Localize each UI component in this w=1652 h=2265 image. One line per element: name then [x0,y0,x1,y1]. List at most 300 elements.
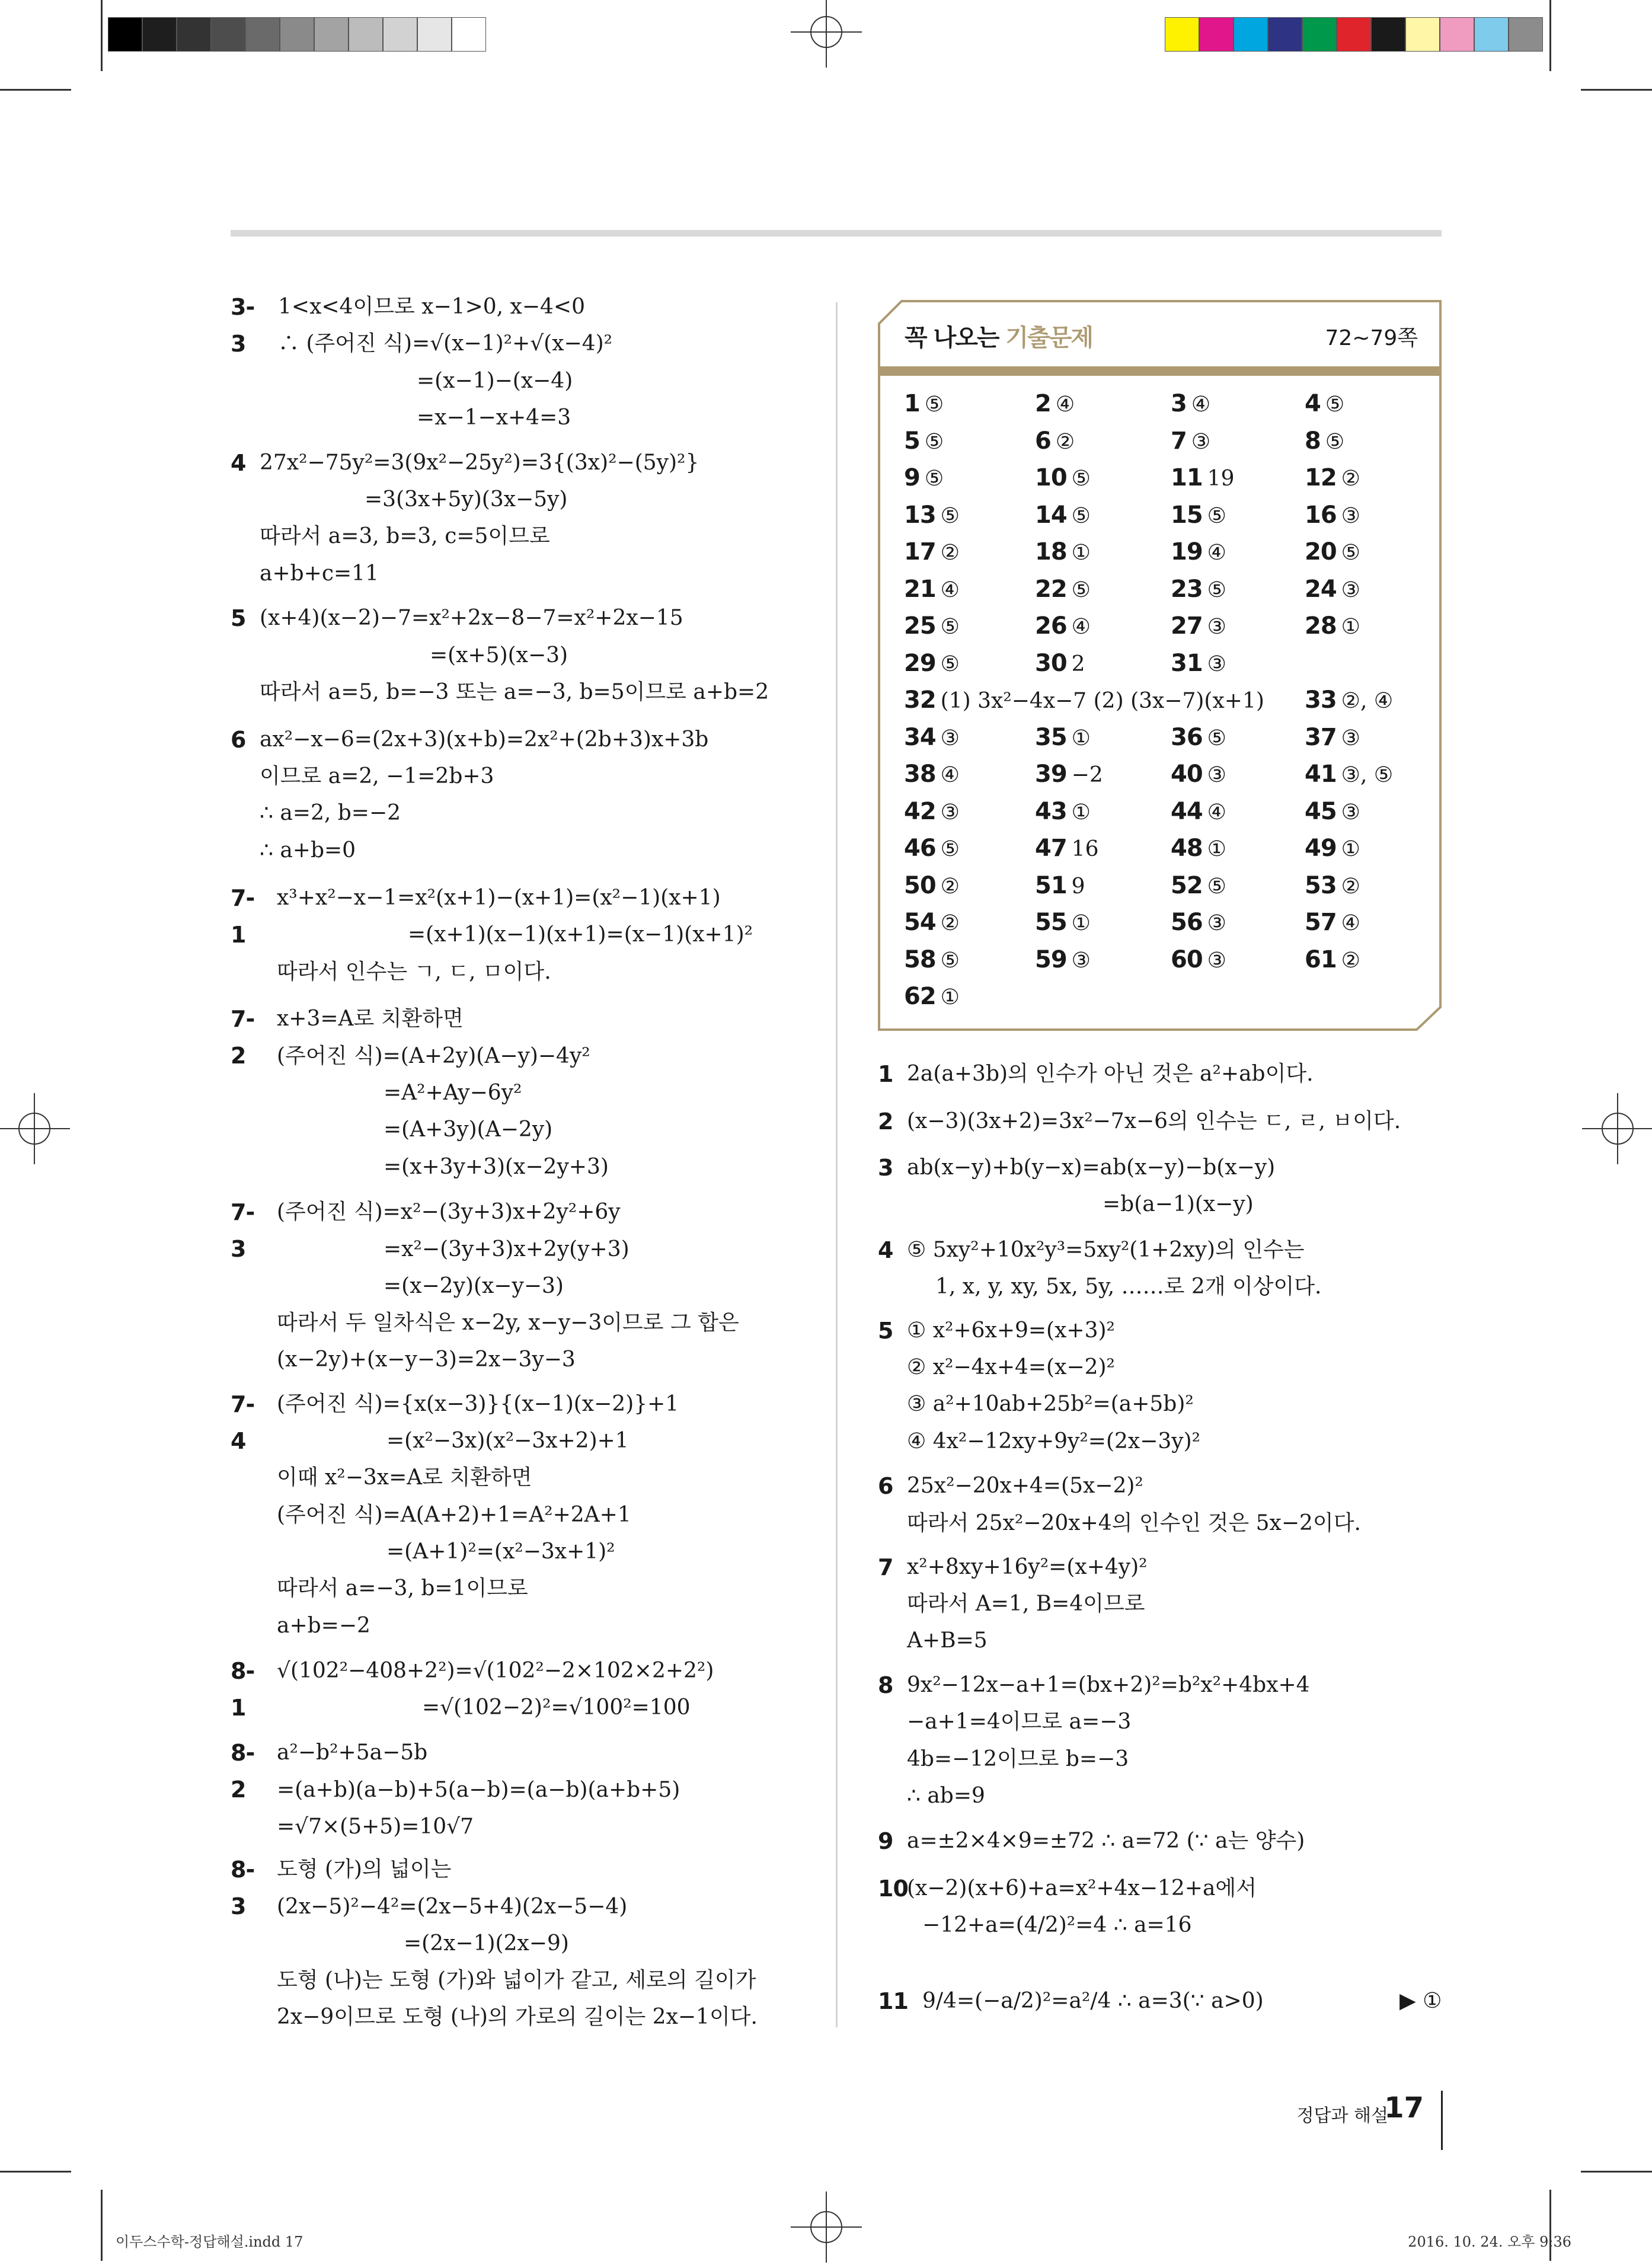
solution-line: (주어진 식)=(A+2y)(A−y)−4y² [277,1043,590,1068]
solution-line: ∴ a=2, b=−2 [260,801,401,826]
answer-number: 18 [1035,538,1067,566]
answer-value: ① [1071,800,1091,825]
answer-item [1171,645,1226,683]
answer-number: 60 [1171,945,1203,973]
answer-value: ④ [1207,800,1226,825]
answer-item [1171,793,1226,831]
answer-number: 10 [1035,464,1067,491]
solution-line: −a+1=4이므로 a=−3 [907,1710,1132,1734]
answer-number: 59 [1035,945,1067,973]
solution-line: =√(102−2)²=√100²=100 [422,1695,691,1720]
solution-line: A+B=5 [907,1628,988,1653]
answer-number: 19 [1171,538,1203,566]
answer-item [904,719,960,757]
final-answer: ▶ ① [1399,1988,1442,2013]
crop-mark [0,89,71,91]
answer-number: 49 [1305,835,1337,862]
solution-line: 9/4=(−a/2)²=a²/4 ∴ a=3(∵ a>0) [922,1988,1264,2013]
answer-item [1305,682,1393,720]
solution-line: =(x−1)−(x−4) [417,368,573,393]
answer-value: ③ [1207,763,1226,787]
footer-label: 정답과 해설 [1296,2106,1388,2126]
solution-line: =(A+1)²=(x²−3x+1)² [386,1539,615,1564]
solution-line: √(102²−408+2²)=√(102²−2×102×2+2²) [277,1658,714,1683]
swatch-gray [245,17,280,52]
swatch-color [1302,17,1337,52]
solution-line: 1<x<4이므로 x−1>0, x−4<0 [278,295,585,320]
answer-number: 52 [1171,871,1203,899]
solution-line: x+3=A로 치환하면 [277,1007,464,1031]
crop-mark [101,0,103,71]
answer-number: 23 [1171,575,1203,603]
solution-line: (x−2)(x+6)+a=x²+4x−12+a에서 [907,1876,1257,1900]
answer-item [1035,756,1103,794]
answer-item [1305,867,1360,905]
answer-value: ⑤ [924,467,944,491]
solution-line: ④ 4x²−12xy+9y²=(2x−3y)² [907,1429,1201,1453]
answer-item [904,608,960,646]
answer-number: 55 [1035,909,1067,936]
answer-value: ⑤ [1341,541,1360,565]
answer-value: ③ [1341,577,1360,602]
answer-number: 56 [1171,909,1203,936]
answer-value: ③ [1207,615,1226,639]
answer-number: 28 [1305,612,1337,640]
column-divider [836,302,838,2027]
answer-number: 50 [904,871,936,899]
item-number: 1 [878,1060,893,1087]
slug-timestamp: 2016. 10. 24. 오후 9:36 [1408,2234,1571,2250]
answer-number: 47 [1035,835,1067,862]
answer-item [904,941,960,979]
item-number: 8-1 [231,1657,255,1721]
answer-value: ④ [940,577,960,602]
answer-item [1305,719,1360,757]
item-number: 8-2 [231,1740,255,1803]
swatch-color [1199,17,1234,52]
solution-line: 따라서 a=5, b=−3 또는 a=−3, b=5이므로 a+b=2 [260,679,769,704]
item-number: 7-1 [231,885,255,948]
registration-target-icon [791,2191,862,2263]
item-number: 3-3 [231,294,255,357]
swatch-color [1165,17,1199,52]
answer-item [1035,830,1098,868]
solution-line: =x−1−x+4=3 [417,405,571,430]
answer-value: ③ [940,800,960,825]
solution-line: 도형 (나)는 도형 (가)와 넓이가 같고, 세로의 길이가 [277,1968,756,1993]
answer-value: ⑤ [1325,429,1345,454]
solution-line: 4b=−12이므로 b=−3 [907,1746,1129,1771]
answer-item [1035,867,1085,905]
registration-target-icon [0,1093,70,1164]
answer-number: 37 [1305,723,1337,751]
item-number: 6 [878,1473,893,1500]
swatch-gray [142,17,177,52]
answer-value: ③ [1207,948,1226,973]
solution-line: =(x+1)(x−1)(x+1)=(x−1)(x+1)² [408,922,753,947]
answer-item [904,793,960,831]
answer-number: 6 [1035,427,1051,455]
solution-line: =(x²−3x)(x²−3x+2)+1 [386,1429,629,1453]
answer-number: 17 [904,538,936,566]
answer-value: ④ [1055,392,1075,417]
answer-number: 35 [1035,723,1067,751]
slug-filename: 이두스수학-정답해설.indd 17 [116,2234,303,2250]
solution-line: =b(a−1)(x−y) [1103,1192,1254,1217]
answer-item [1171,830,1226,868]
answer-number: 38 [904,761,936,788]
answer-value: ① [1341,837,1360,861]
registration-target-icon [791,0,862,68]
swatch-gray [349,17,383,52]
item-number: 8-3 [231,1857,255,1920]
swatch-gray [417,17,452,52]
answer-item [1171,941,1226,979]
item-number: 7-3 [231,1199,255,1263]
swatch-color [1337,17,1371,52]
solution-line: (주어진 식)=x²−(3y+3)x+2y²+6y [277,1200,621,1225]
answer-value: 16 [1071,837,1099,861]
answer-number: 58 [904,945,936,973]
answer-value: ③ [1191,429,1211,454]
swatch-color [1474,17,1509,52]
solution-line: x²+8xy+16y²=(x+4y)² [907,1554,1148,1579]
answer-item [1305,423,1344,461]
answer-item [1035,497,1091,535]
answer-item [1171,533,1226,571]
answer-item [1035,941,1091,979]
solution-line: =(x−2y)(x−y−3) [384,1273,564,1298]
solution-line: ∴ ab=9 [907,1783,985,1808]
answer-number: 53 [1305,871,1337,899]
answer-number: 8 [1305,427,1321,455]
solution-line: 도형 (가)의 넓이는 [277,1857,452,1882]
answer-item [1305,459,1360,497]
solution-line: 27x²−75y²=3(9x²−25y²)=3{(3x)²−(5y)²} [260,450,699,475]
answer-number: 43 [1035,797,1067,825]
answer-number: 57 [1305,909,1337,936]
answer-value: ③ [1341,503,1360,528]
solution-line: 1, x, y, xy, 5x, 5y, ……로 2개 이상이다. [935,1274,1322,1299]
solution-line: =(x+3y+3)(x−2y+3) [384,1154,609,1179]
page-range: 72∼79쪽 [1325,326,1418,350]
answer-value: ② [940,911,960,935]
answer-value: 9 [1071,874,1085,899]
answer-number: 36 [1171,723,1203,751]
answer-value: ⑤ [1071,503,1091,528]
answer-value: ① [1341,615,1360,639]
solution-line: 따라서 두 일차식은 x−2y, x−y−3이므로 그 합은 [277,1311,739,1336]
answer-value: ⑤ [1207,503,1226,528]
answer-value: ⑤ [1325,392,1345,417]
answer-number: 24 [1305,575,1337,603]
answer-value: ① [1207,837,1226,861]
swatch-gray [211,17,245,52]
solution-line: x³+x²−x−1=x²(x+1)−(x+1)=(x²−1)(x+1) [277,886,721,911]
answer-number: 4 [1305,390,1321,417]
solution-line: (x+4)(x−2)−7=x²+2x−8−7=x²+2x−15 [260,606,683,631]
answer-item [1305,941,1360,979]
solution-line: ⑤ 5xy²+10x²y³=5xy²(1+2xy)의 인수는 [907,1237,1305,1262]
answer-value: ③ [1341,726,1360,750]
crop-mark [101,2190,103,2261]
answer-value: ⑤ [1071,467,1091,491]
solution-line: 이때 x²−3x=A로 치환하면 [277,1465,532,1490]
answer-item [1035,793,1091,831]
answer-value: −2 [1071,763,1103,787]
answer-item [904,904,960,942]
item-number: 7-2 [231,1006,255,1069]
answer-item [904,682,1264,720]
answer-number: 20 [1305,538,1337,566]
answer-number: 40 [1171,761,1203,788]
answer-value: ②, ④ [1341,689,1394,713]
answer-box [878,300,1442,1031]
answer-item [1171,423,1210,461]
answer-item [1035,571,1091,609]
swatch-gray [314,17,349,52]
answer-item [904,978,960,1016]
solution-line: ax²−x−6=(2x+3)(x+b)=2x²+(2b+3)x+3b [260,727,709,752]
solution-line: a²−b²+5a−5b [277,1740,428,1765]
answer-value: ⑤ [1207,874,1226,899]
item-number: 6 [231,726,246,753]
answer-item [904,830,960,868]
solution-line: 2x−9이므로 도형 (나)의 가로의 길이는 2x−1이다. [277,2005,758,2030]
answer-item [1305,830,1360,868]
item-number: 11 [878,1988,908,2014]
answer-value: ② [940,541,960,565]
answer-number: 46 [904,835,936,862]
item-number: 4 [231,449,246,476]
answer-item [1171,385,1210,423]
answer-value: ⑤ [940,503,960,528]
answer-value: ④ [1341,911,1360,935]
answer-number: 7 [1171,427,1187,455]
answer-item [904,423,944,461]
answer-number: 21 [904,575,936,603]
answer-item [904,533,960,571]
crop-mark [1581,2171,1652,2173]
answer-value: 2 [1071,651,1085,676]
footer-rule [1441,2091,1443,2150]
answer-value: ② [1341,467,1360,491]
swatch-color [1371,17,1405,52]
solution-line: (2x−5)²−4²=(2x−5+4)(2x−5−4) [277,1894,628,1919]
solution-line: (주어진 식)=A(A+2)+1=A²+2A+1 [277,1502,631,1527]
item-number: 7-4 [231,1391,255,1454]
answer-item [1171,904,1226,942]
item-number: 5 [878,1317,893,1344]
answer-value: ② [1341,948,1360,973]
answer-item [1035,385,1075,423]
answer-value: ① [1071,911,1091,935]
answer-number: 22 [1035,575,1067,603]
answer-value: ⑤ [1207,577,1226,602]
answer-number: 61 [1305,945,1337,973]
answer-number: 1 [904,390,920,417]
answer-item [904,497,960,535]
solution-line: =x²−(3y+3)x+2y(y+3) [384,1237,630,1261]
solution-line: (주어진 식)={x(x−3)}{(x−1)(x−2)}+1 [277,1391,679,1416]
answer-value: (1) 3x²−4x−7 (2) (3x−7)(x+1) [940,689,1264,713]
answer-number: 51 [1035,871,1067,899]
answer-number: 15 [1171,501,1203,529]
answer-value: ① [1071,541,1091,565]
answer-value: ③ [1207,911,1226,935]
solution-line: ab(x−y)+b(y−x)=ab(x−y)−b(x−y) [907,1155,1276,1180]
answer-number: 14 [1035,501,1067,529]
swatch-color [1405,17,1440,52]
answer-number: 31 [1171,649,1203,677]
crop-mark [1581,89,1652,91]
answer-number: 41 [1305,761,1337,788]
answer-number: 62 [904,983,936,1010]
answer-item [904,385,944,423]
answer-value: ③ [1207,651,1226,676]
solution-line: 따라서 인수는 ㄱ, ㄷ, ㅁ이다. [277,959,551,984]
answer-number: 5 [904,427,920,455]
answer-number: 11 [1171,464,1203,491]
swatch-color [1509,17,1543,52]
title-prefix: 꼭 나오는 [905,324,1006,352]
swatch-gray [280,17,314,52]
page-number: 17 [1384,2091,1424,2125]
answer-item [1305,385,1344,423]
answer-number: 25 [904,612,936,640]
answer-value: ② [1055,429,1075,454]
solution-line: 따라서 a=−3, b=1이므로 [277,1576,528,1601]
solution-line: 9x²−12x−a+1=(bx+2)²=b²x²+4bx+4 [907,1673,1310,1697]
answer-item [1035,423,1075,461]
solution-line: ∴ a+b=0 [260,838,356,862]
crop-mark [0,2171,71,2173]
registration-target-icon [1582,1093,1652,1164]
answer-number: 2 [1035,390,1051,417]
answer-item [904,756,960,794]
swatch-gray [383,17,417,52]
answer-item [1035,459,1091,497]
answer-value: ④ [1071,615,1091,639]
solution-line: −12+a=(4/2)²=4 ∴ a=16 [922,1913,1192,1938]
answer-item [1305,497,1360,535]
solution-line: =(a+b)(a−b)+5(a−b)=(a−b)(a+b+5) [277,1777,680,1802]
answer-number: 44 [1171,797,1203,825]
answer-value: ② [1341,874,1360,899]
solution-line: a+b=−2 [277,1613,370,1638]
answer-item [1305,571,1360,609]
solution-line: 따라서 A=1, B=4이므로 [907,1591,1145,1616]
answer-item [1305,904,1360,942]
header-rule [231,230,1442,237]
answer-number: 3 [1171,390,1187,417]
answer-item [1305,793,1360,831]
answer-item [1171,756,1226,794]
solution-line: =√7×(5+5)=10√7 [277,1814,474,1839]
answer-item [1035,645,1085,683]
answer-number: 27 [1171,612,1203,640]
item-number: 5 [231,605,246,632]
answer-item [1035,608,1091,646]
answer-item [904,867,960,905]
solution-line: =A²+Ay−6y² [384,1081,522,1106]
answer-number: 33 [1305,686,1337,714]
answer-item [1305,533,1360,571]
answer-number: 16 [1305,501,1337,529]
answer-value: ② [940,874,960,899]
item-number: 7 [878,1554,893,1580]
answer-item [1171,497,1226,535]
title-highlight: 기출문제 [1005,324,1092,352]
solution-line: ① x²+6x+9=(x+3)² [907,1318,1115,1343]
answer-value: ⑤ [924,392,944,417]
item-number: 2 [878,1108,893,1135]
solution-line: (x−3)(3x+2)=3x²−7x−6의 인수는 ㄷ, ㄹ, ㅂ이다. [907,1109,1401,1134]
answer-number: 45 [1305,797,1337,825]
answer-box-title [905,319,1092,353]
solution-line: 25x²−20x+4=(5x−2)² [907,1474,1143,1499]
swatch-gray [108,17,142,52]
item-number: 8 [878,1672,893,1698]
answer-value: ① [1071,726,1091,750]
answer-value: ⑤ [940,615,960,639]
solution-line: ③ a²+10ab+25b²=(a+5b)² [907,1392,1194,1417]
answer-number: 30 [1035,649,1067,677]
swatch-gray [177,17,211,52]
answer-item [1171,867,1226,905]
answer-item [1171,571,1226,609]
answer-number: 42 [904,797,936,825]
solution-line: =(A+3y)(A−2y) [384,1117,553,1142]
item-number: 10 [878,1875,908,1902]
solution-line: ∴ (주어진 식)=√(x−1)²+√(x−4)² [278,331,613,356]
answer-item [1171,608,1226,646]
swatch-gray [452,17,486,52]
answer-item [904,571,960,609]
answer-value: ③, ⑤ [1341,763,1394,787]
answer-value: ③ [1071,948,1091,973]
solution-line: =(x+5)(x−3) [430,643,568,667]
answer-value: ⑤ [924,429,944,454]
item-number: 4 [878,1237,893,1263]
item-number: 9 [878,1828,893,1854]
solution-line: ② x²−4x+4=(x−2)² [907,1355,1115,1380]
answer-value: ④ [940,763,960,787]
swatch-color [1268,17,1302,52]
answer-item [1035,719,1091,757]
answer-value: 19 [1207,467,1235,491]
solution-line: 따라서 a=3, b=3, c=5이므로 [260,524,550,549]
answer-number: 9 [904,464,920,491]
answer-value: ⑤ [1071,577,1091,602]
answer-item [1035,904,1091,942]
swatch-color [1234,17,1268,52]
answer-number: 32 [904,686,936,714]
answer-value: ① [940,985,960,1009]
solution-line: 2a(a+3b)의 인수가 아닌 것은 a²+ab이다. [907,1061,1314,1086]
solution-line: =(2x−1)(2x−9) [404,1931,569,1956]
answer-number: 26 [1035,612,1067,640]
answer-value: ⑤ [1207,726,1226,750]
answer-item [1305,756,1393,794]
answer-number: 29 [904,649,936,677]
swatch-color [1440,17,1474,52]
answer-number: 39 [1035,761,1067,788]
answer-item [1035,533,1091,571]
solution-line: =3(3x+5y)(3x−5y) [365,487,568,512]
answer-item [904,645,960,683]
answer-value: ④ [1191,392,1211,417]
